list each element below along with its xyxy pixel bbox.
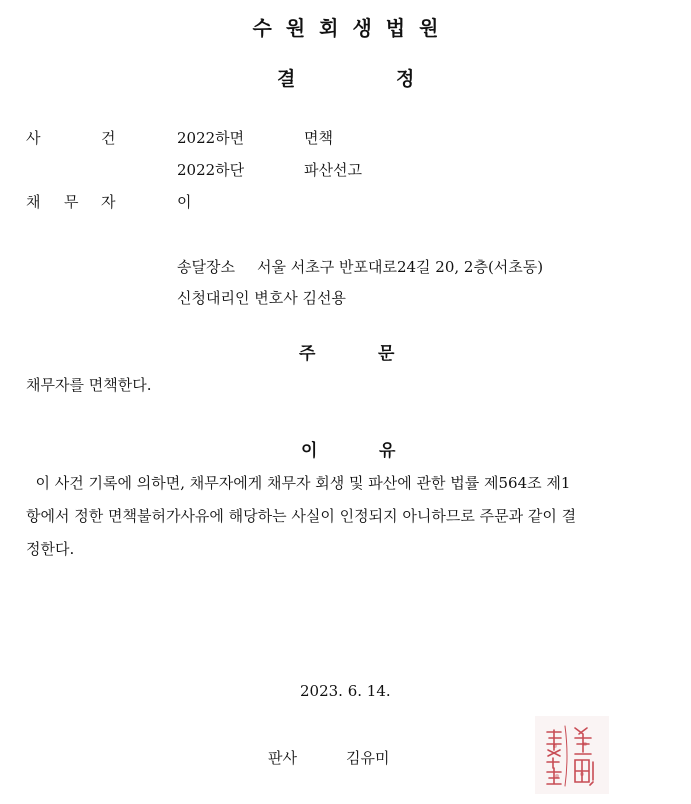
case-number-2: 2022하단 (177, 161, 245, 179)
debtor-label-char-3: 자 (101, 193, 116, 211)
case-label-char-2: 건 (101, 129, 116, 147)
delivery-label: 송달장소 (177, 258, 235, 276)
debtor-name: 이 (177, 193, 192, 211)
case-name-2: 파산선고 (304, 161, 362, 179)
case-number-1: 2022하면 (177, 129, 245, 147)
order-heading-part-2: 문 (378, 344, 395, 364)
reason-heading-part-1: 이 (301, 441, 318, 461)
case-name-1: 면책 (304, 129, 333, 147)
judge-title: 판사 (268, 749, 297, 767)
delivery-address: 서울 서초구 반포대로24길 20, 2층(서초동) (257, 258, 544, 276)
reason-line-2: 항에서 정한 면책불허가사유에 해당하는 사실이 인정되지 아니하므로 주문과 같이 결 (26, 507, 577, 525)
court-name: 수원회생법원 (252, 16, 453, 40)
reason-line-1: 이 사건 기록에 의하면, 채무자에게 채무자 회생 및 파산에 관한 법률 제564조 제1 (26, 474, 571, 492)
debtor-label-char-2: 무 (64, 193, 79, 211)
attorney-line: 신청대리인 변호사 김선용 (177, 289, 346, 307)
case-label-char-1: 사 (26, 129, 41, 147)
document-title-part-2: 정 (396, 68, 415, 90)
order-text: 채무자를 면책한다. (26, 376, 152, 394)
judge-name: 김유미 (346, 749, 390, 767)
reason-heading-part-2: 유 (379, 441, 396, 461)
document-title-part-1: 결 (277, 68, 296, 90)
reason-line-3: 정한다. (26, 540, 75, 558)
official-seal-icon (535, 716, 609, 794)
debtor-label-char-1: 채 (26, 193, 41, 211)
order-heading-part-1: 주 (299, 344, 316, 364)
decision-date: 2023. 6. 14. (300, 682, 391, 700)
